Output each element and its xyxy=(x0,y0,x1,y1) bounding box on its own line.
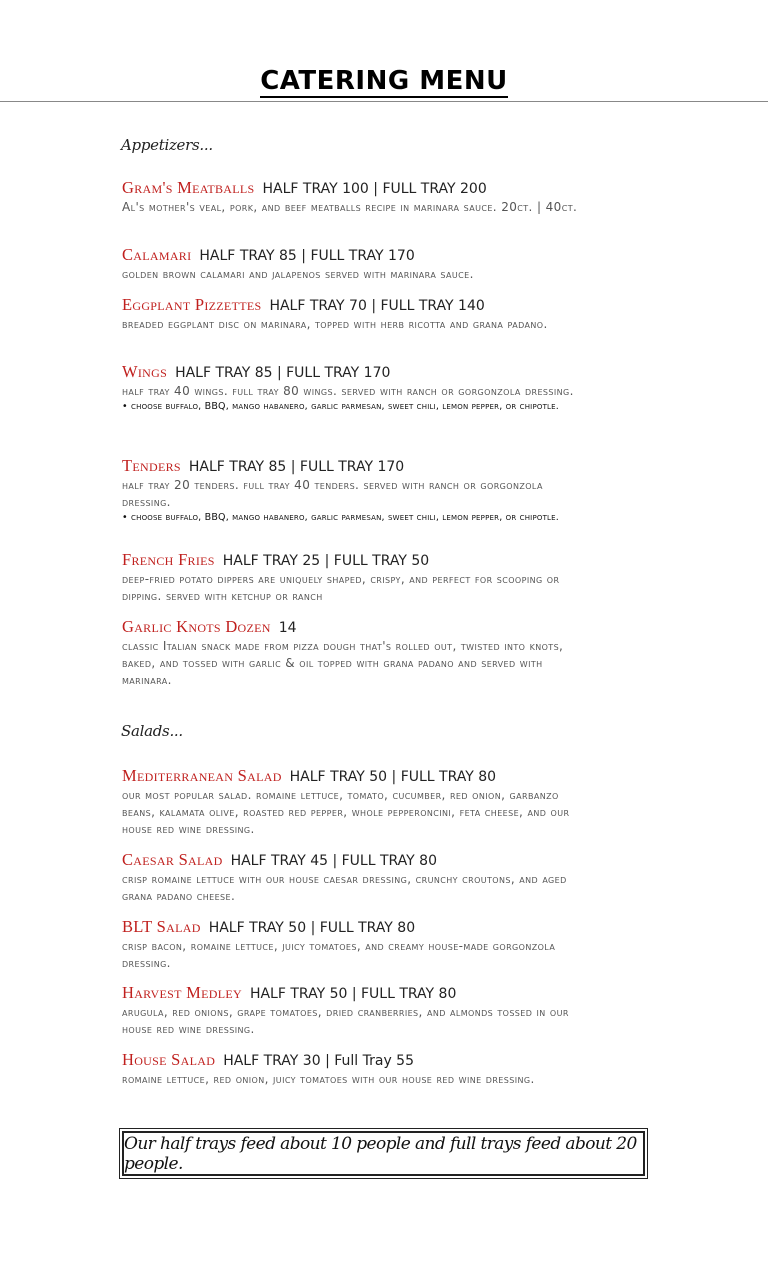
menu-item-description: Al's mother's veal, pork, and beef meatballs recipe in marinara sauce. 20ct. | 40ct. xyxy=(122,200,578,214)
title-divider xyxy=(0,101,768,102)
menu-item-price: HALF TRAY 50 | FULL TRAY 80 xyxy=(249,986,457,1002)
menu-item-description: our most popular salad. romaine lettuce, tomato, cucumber, red onion, garbanzo beans, kalamata olive, roasted red pepper, whole pepperoncini, feta cheese, and our house red wine dressing. xyxy=(122,788,570,836)
menu-item-header xyxy=(122,851,592,870)
menu-item-flavor-note: • choose buffalo, BBQ, mango habanero, garlic parmesan, sweet chili, lemon pepper, or chipotle. xyxy=(122,401,559,412)
menu-item xyxy=(122,179,592,216)
menu-item-header xyxy=(122,296,592,315)
menu-item-description: classic Italian snack made from pizza dough that's rolled out, twisted into knots, baked, and tossed with garlic & oil topped with grana padano and served with marinara. xyxy=(122,639,564,687)
menu-item-header xyxy=(122,1051,592,1070)
menu-item xyxy=(122,618,592,689)
menu-item xyxy=(122,851,592,905)
menu-item-description: breaded eggplant disc on marinara, topped with herb ricotta and grana padano. xyxy=(122,317,548,331)
page-title: CATERING MENU xyxy=(260,66,508,96)
menu-item-header xyxy=(122,246,592,265)
menu-item-description: romaine lettuce, red onion, juicy tomatoes with our house red wine dressing. xyxy=(122,1072,535,1086)
menu-item-price: HALF TRAY 85 | FULL TRAY 170 xyxy=(199,248,415,264)
section-label: Salads... xyxy=(121,722,183,740)
menu-item-description: crisp bacon, romaine lettuce, juicy tomatoes, and creamy house-made gorgonzola dressing. xyxy=(122,939,556,970)
menu-item-description: half tray 20 tenders. full tray 40 tenders. served with ranch or gorgonzola dressing. xyxy=(122,478,543,509)
menu-item-price: HALF TRAY 50 | FULL TRAY 80 xyxy=(208,920,416,936)
menu-item-name: Calamari xyxy=(122,245,192,264)
menu-item-name: Mediterranean Salad xyxy=(122,766,282,785)
menu-item-header xyxy=(122,984,592,1003)
section-label: Appetizers... xyxy=(121,136,213,154)
menu-item-header xyxy=(122,618,592,637)
menu-item-header xyxy=(122,551,592,570)
menu-item-name: BLT Salad xyxy=(122,917,201,936)
menu-item xyxy=(122,363,592,414)
menu-item-name: Wings xyxy=(122,362,168,381)
menu-item xyxy=(122,551,592,605)
menu-item-header xyxy=(122,179,592,198)
menu-item xyxy=(122,984,592,1038)
menu-item-name: Tenders xyxy=(122,456,181,475)
menu-item-price: HALF TRAY 70 | FULL TRAY 140 xyxy=(269,298,485,314)
menu-item xyxy=(122,457,592,525)
menu-item-name: Eggplant Pizzettes xyxy=(122,295,262,314)
menu-item-price: 14 xyxy=(278,620,297,636)
menu-item-name: Garlic Knots Dozen xyxy=(122,617,271,636)
menu-item-description: crisp romaine lettuce with our house caesar dressing, crunchy croutons, and aged grana padano cheese. xyxy=(122,872,567,903)
menu-item-description: deep-fried potato dippers are uniquely shaped, crispy, and perfect for scooping or dipping. served with ketchup or ranch xyxy=(122,572,560,603)
menu-item-price: HALF TRAY 85 | FULL TRAY 170 xyxy=(188,459,405,475)
menu-item-name: Caesar Salad xyxy=(122,850,223,869)
menu-item-description: golden brown calamari and jalapenos served with marinara sauce. xyxy=(122,267,474,281)
menu-item-price: HALF TRAY 85 | FULL TRAY 170 xyxy=(175,365,391,381)
serving-note-box xyxy=(119,1128,648,1179)
menu-item-price: HALF TRAY 30 | Full Tray 55 xyxy=(223,1053,414,1069)
menu-item-description: half tray 40 wings. full tray 80 wings. served with ranch or gorgonzola dressing. xyxy=(122,384,574,398)
menu-item xyxy=(122,767,592,838)
menu-item-price: HALF TRAY 50 | FULL TRAY 80 xyxy=(289,769,497,785)
menu-item xyxy=(122,1051,592,1088)
menu-item-name: Harvest Medley xyxy=(122,983,242,1002)
menu-item-price: HALF TRAY 25 | FULL TRAY 50 xyxy=(222,553,430,569)
menu-item-price: HALF TRAY 45 | FULL TRAY 80 xyxy=(230,853,437,869)
menu-item-header xyxy=(122,457,592,476)
menu-item-header xyxy=(122,767,592,786)
menu-item xyxy=(122,246,592,283)
menu-item-flavor-note: • choose buffalo, BBQ, mango habanero, garlic parmesan, sweet chili, lemon pepper, or chipotle. xyxy=(122,512,559,523)
serving-note-text: Our half trays feed about 10 people and full trays feed about 20 people. xyxy=(122,1131,645,1176)
menu-item-name: Gram's Meatballs xyxy=(122,178,255,197)
menu-item xyxy=(122,296,592,333)
menu-item xyxy=(122,918,592,972)
menu-item-name: House Salad xyxy=(122,1050,216,1069)
menu-item-name: French Fries xyxy=(122,550,215,569)
menu-item-header xyxy=(122,918,592,937)
menu-item-header xyxy=(122,363,592,382)
menu-item-price: HALF TRAY 100 | FULL TRAY 200 xyxy=(262,181,487,197)
menu-item-description: arugula, red onions, grape tomatoes, dried cranberries, and almonds tossed in our house red wine dressing. xyxy=(122,1005,569,1036)
